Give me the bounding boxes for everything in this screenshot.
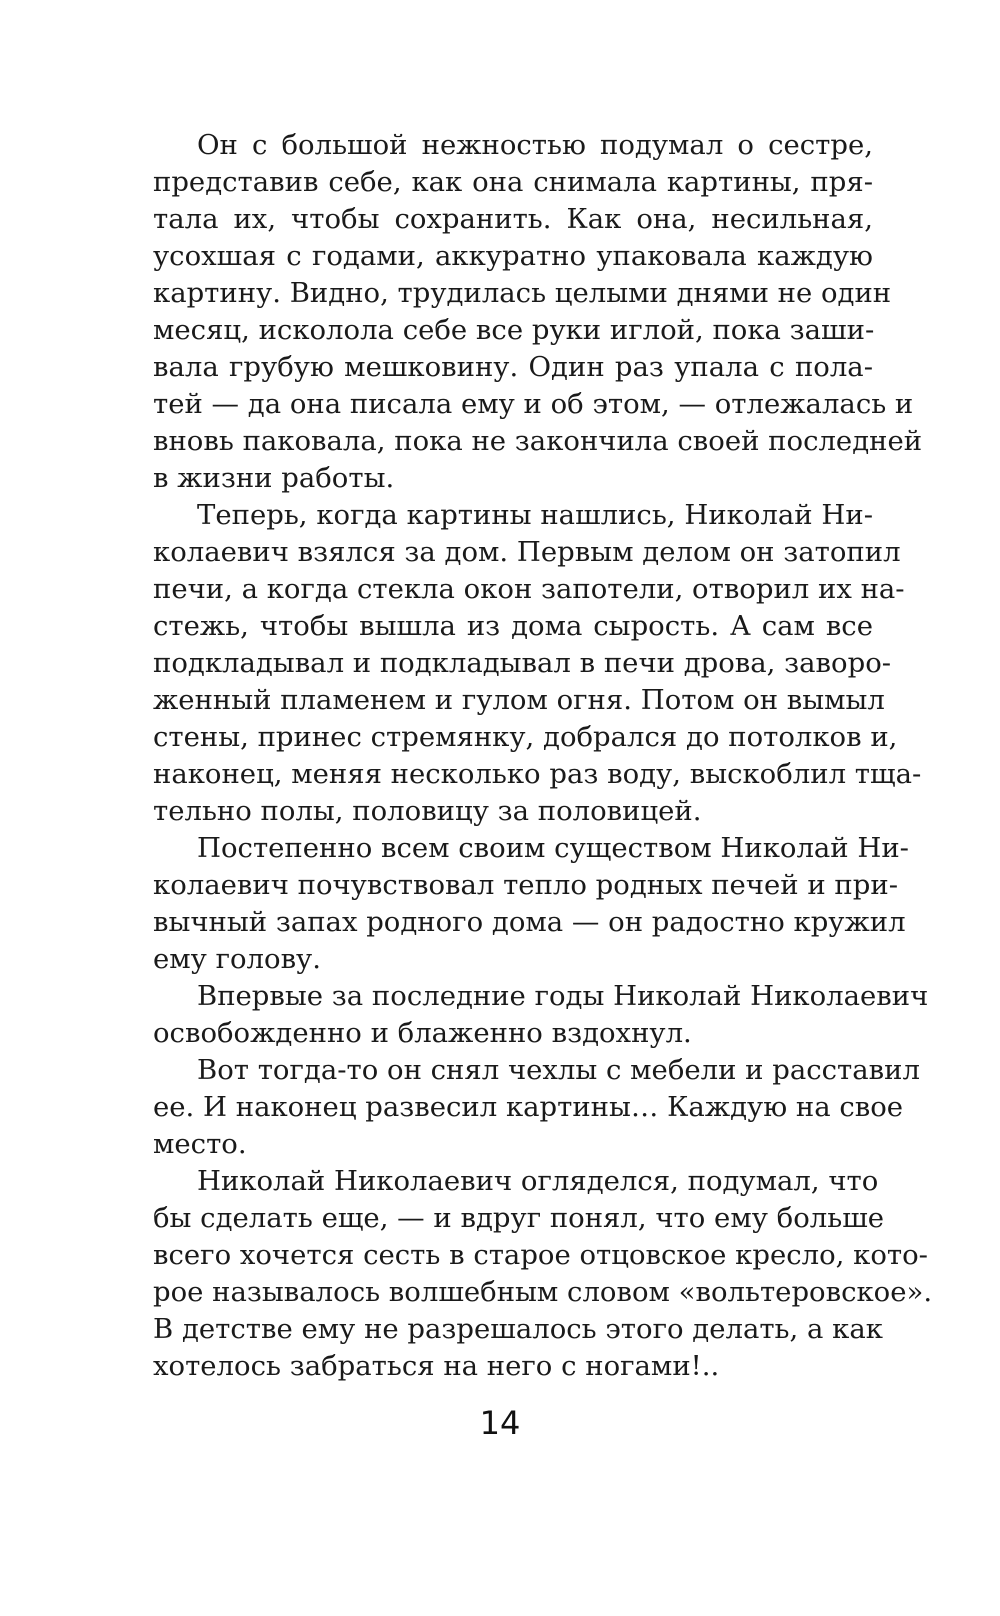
page-number: 14 bbox=[479, 1404, 521, 1442]
text-line: Постепенно всем своим существом Николай Ни- bbox=[197, 832, 909, 864]
text-line: освобожденно и блаженно вздохнул. bbox=[153, 1017, 692, 1049]
text-line: Вот тогда-то он снял чехлы с мебели и расставил bbox=[197, 1054, 920, 1086]
text-line: место. bbox=[153, 1128, 247, 1160]
text-line: тей — да она писала ему и об этом, — отлежалась и bbox=[153, 388, 914, 420]
text-line: тельно полы, половицу за половицей. bbox=[153, 795, 702, 827]
text-line: в жизни работы. bbox=[153, 462, 395, 494]
text-line: хотелось забраться на него с ногами!.. bbox=[153, 1350, 720, 1382]
text-line: вала грубую мешковину. Один раз упала с пола- bbox=[153, 351, 873, 383]
text-line: колаевич взялся за дом. Первым делом он затопил bbox=[153, 536, 901, 568]
paragraph-5 bbox=[153, 1052, 920, 1163]
text-line: бы сделать еще, — и вдруг понял, что ему больше bbox=[153, 1202, 885, 1234]
text-line: Впервые за последние годы Николай Николаевич bbox=[197, 980, 929, 1012]
text-line: ему голову. bbox=[153, 943, 321, 975]
text-line: картину. Видно, трудилась целыми днями не один bbox=[153, 277, 892, 309]
text-line: Он с большой нежностью подумал о сестре, bbox=[197, 129, 873, 161]
text-line: вновь паковала, пока не закончила своей последней bbox=[153, 425, 923, 457]
text-line: подкладывал и подкладывал в печи дрова, заворо- bbox=[153, 647, 892, 679]
text-line: В детстве ему не разрешалось этого делать, а как bbox=[153, 1313, 883, 1345]
paragraph-2 bbox=[153, 497, 922, 830]
paragraph-6 bbox=[153, 1163, 933, 1385]
text-line: колаевич почувствовал тепло родных печей и при- bbox=[153, 869, 898, 901]
text-line: месяц, исколола себе все руки иглой, пока заши- bbox=[153, 314, 875, 346]
text-line: Николай Николаевич огляделся, подумал, что bbox=[197, 1165, 879, 1197]
text-line: стежь, чтобы вышла из дома сырость. А сам все bbox=[153, 610, 873, 642]
text-line: усохшая с годами, аккуратно упаковала каждую bbox=[153, 240, 873, 272]
text-line: тала их, чтобы сохранить. Как она, несильная, bbox=[153, 203, 873, 235]
paragraph-3 bbox=[153, 830, 909, 978]
text-line: наконец, меняя несколько раз воду, выскоблил тща- bbox=[153, 758, 922, 790]
text-line: печи, а когда стекла окон запотели, отворил их на- bbox=[153, 573, 905, 605]
text-line: рое называлось волшебным словом «вольтеровское». bbox=[153, 1276, 933, 1308]
text-line: Теперь, когда картины нашлись, Николай Ни- bbox=[197, 499, 873, 531]
body-text bbox=[153, 127, 933, 1385]
text-line: ее. И наконец развесил картины… Каждую на свое bbox=[153, 1091, 904, 1123]
text-line: женный пламенем и гулом огня. Потом он вымыл bbox=[153, 684, 885, 716]
text-line: представив себе, как она снимала картины, пря- bbox=[153, 166, 873, 198]
text-line: вычный запах родного дома — он радостно кружил bbox=[153, 906, 906, 938]
paragraph-4 bbox=[153, 978, 929, 1052]
text-line: всего хочется сесть в старое отцовское кресло, кото- bbox=[153, 1239, 928, 1271]
text-line: стены, принес стремянку, добрался до потолков и, bbox=[153, 721, 898, 753]
paragraph-1 bbox=[153, 127, 923, 497]
